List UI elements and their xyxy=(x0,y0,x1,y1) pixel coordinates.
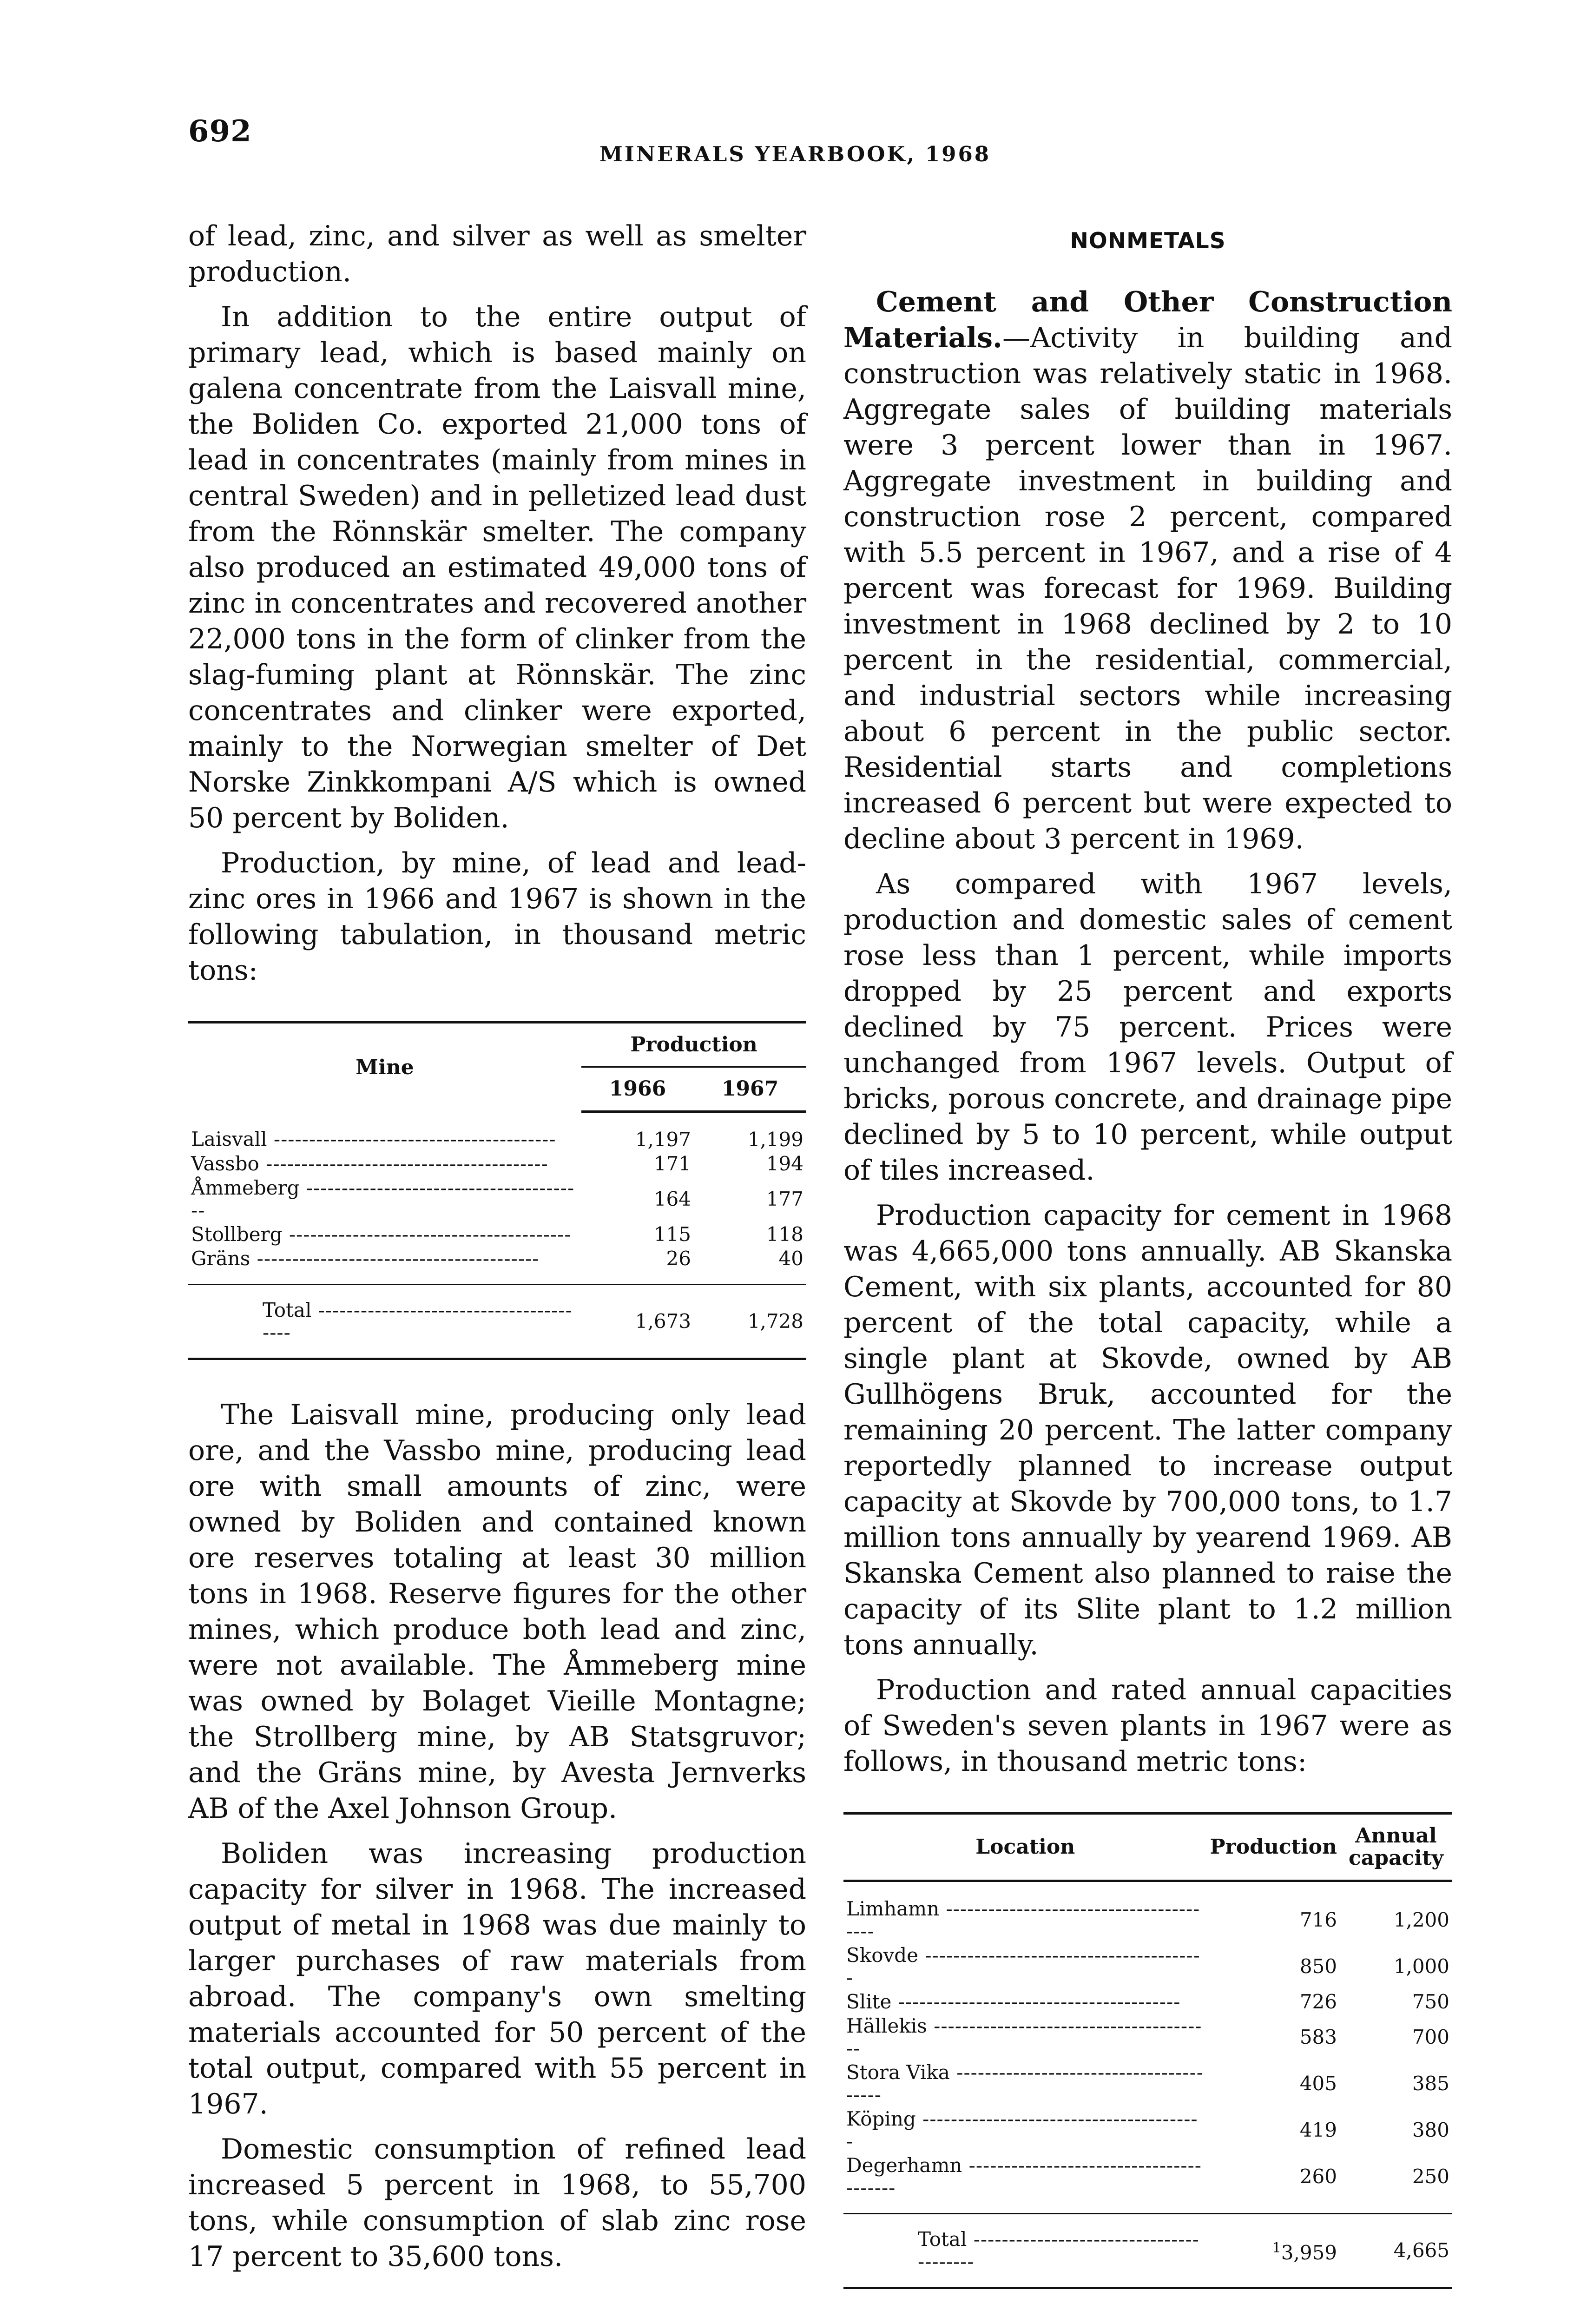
cell-capacity: 380 xyxy=(1412,2119,1449,2141)
table-row xyxy=(188,1152,806,1176)
paragraph: of lead, zinc, and silver as well as smelter production. xyxy=(188,220,806,288)
cell-production: 260 xyxy=(1207,2153,1340,2214)
cell-1967: 177 xyxy=(766,1188,803,1210)
row-label: Degerhamn ----- xyxy=(846,2154,1202,2199)
cell-capacity: 1,000 xyxy=(1393,1955,1449,1978)
total-production xyxy=(1207,2214,1340,2288)
row-label: Slite ----- xyxy=(846,1990,1180,2013)
paragraph: In addition to the entire output of primary lead, which is based mainly on galena concentrate from the Laisvall mine, the Boliden Co. exported 21,000 tons of lead in concentrates (mainly from mines in central Sweden) and in pelletized lead dust from the Rönnskär smelter. The company also produced an estimated 49,000 tons of zinc in concentrates and recovered another 22,000 tons in the form of clinker from the slag-fuming plant at Rönnskär. The zinc concentrates and clinker were exported, mainly to the Norwegian smelter of Det Norske Zinkkompani A/S which is owned 50 percent by Boliden. xyxy=(188,301,806,834)
cell-capacity: 700 xyxy=(1412,2026,1449,2048)
cell-1966: 164 xyxy=(653,1188,691,1210)
table-row xyxy=(188,1222,806,1247)
row-label: Köping ----- xyxy=(846,2107,1198,2152)
table-row xyxy=(843,1990,1452,2014)
cell-1966: 26 xyxy=(581,1247,694,1285)
total-row xyxy=(843,2214,1452,2288)
paragraph: Production capacity for cement in 1968 was 4,665,000 tons annually. AB Skanska Cement, with six plants, accounted for 80 percent of the total capacity, while a single plant at Skovde, owned by AB Gullhögens Bruk, accounted for the remaining 20 percent. The latter company reportedly planned to increase output capacity at Skovde by 700,000 tons, to 1.7 million tons annually by yearend 1969. AB Skanska Cement also planned to raise the capacity of its Slite plant to 1.2 million tons annually. xyxy=(843,1199,1452,1661)
cell-production: 716 xyxy=(1299,1908,1337,1931)
row-label: Limhamn ----- xyxy=(846,1897,1200,1942)
paragraph: Boliden was increasing production capacity for silver in 1968. The increased output of metal in 1968 was due mainly to larger purchases of raw materials from abroad. The company's own smelting materials accounted for 50 percent of the total output, compared with 55 percent in 1967. xyxy=(188,1837,806,2120)
cell-production: 405 xyxy=(1299,2072,1337,2095)
cell-1967: 118 xyxy=(766,1223,803,1246)
table-row xyxy=(843,2153,1452,2214)
total-label: Total ----- xyxy=(918,2228,1199,2273)
column-header-mine: Mine xyxy=(188,1023,581,1112)
cell-capacity: 385 xyxy=(1412,2072,1449,2095)
paragraph: The Laisvall mine, producing only lead ore, and the Vassbo mine, producing lead ore with small amounts of zinc, were owned by Boliden and contained known ore reserves totaling at least 30 million tons in 1968. Reserve figures for the other mines, which produce both lead and zinc, were not available. The Åmmeberg mine was owned by Bolaget Vieille Montagne; the Strollberg mine, by AB Statsgruvor; and the Gräns mine, by Avesta Jernverks AB of the Axel Johnson Group. xyxy=(188,1399,806,1825)
cell-capacity: 750 xyxy=(1412,1990,1449,2013)
paragraph: Production, by mine, of lead and lead-zinc ores in 1966 and 1967 is shown in the following tabulation, in thousand metric tons: xyxy=(188,847,806,987)
running-title: MINERALS YEARBOOK, 1968 xyxy=(599,142,991,166)
cell-1966: 1,197 xyxy=(635,1128,691,1151)
table-row xyxy=(188,1176,806,1222)
column-header-production: Production xyxy=(581,1023,806,1067)
cell-production: 583 xyxy=(1299,2026,1337,2048)
column-header-location: Location xyxy=(843,1814,1207,1881)
left-column xyxy=(188,218,806,2284)
table-row xyxy=(843,2060,1452,2107)
table-row xyxy=(843,1881,1452,1944)
cell-1967: 40 xyxy=(694,1247,806,1285)
cell-1967: 1,199 xyxy=(747,1128,803,1151)
cell-production: 419 xyxy=(1299,2119,1337,2141)
table-row xyxy=(188,1247,806,1285)
paragraph xyxy=(843,284,1452,857)
row-label: Stollberg ----- xyxy=(191,1223,572,1246)
paragraph: Domestic consumption of refined lead increased 5 percent in 1968, to 55,700 tons, while consumption of slab zinc rose 17 percent to 35,600 tons. xyxy=(188,2133,806,2273)
paragraph: Production and rated annual capacities of Sweden's seven plants in 1967 were as follows, in thousand metric tons: xyxy=(843,1674,1452,1778)
cell-capacity: 250 xyxy=(1340,2153,1452,2214)
total-production-value: 3,959 xyxy=(1281,2241,1337,2264)
column-header-capacity: Annual capacity xyxy=(1340,1814,1452,1881)
page-number: 692 xyxy=(188,114,252,149)
table-row xyxy=(188,1112,806,1152)
table-row xyxy=(843,1943,1452,1990)
total-1966: 1,673 xyxy=(581,1285,694,1359)
total-row xyxy=(188,1285,806,1359)
section-heading: NONMETALS xyxy=(1070,228,1226,254)
cell-capacity: 1,200 xyxy=(1393,1908,1449,1931)
cell-production: 726 xyxy=(1299,1990,1337,2013)
column-header-production: Production xyxy=(1207,1814,1340,1881)
mine-production-table xyxy=(188,1021,806,1360)
total-1967: 1,728 xyxy=(694,1285,806,1359)
paragraph-text: —Activity in building and construction was relatively static in 1968. Aggregate sales of building materials were 3 percent lower than in 1967. Aggregate investment in building and construction rose 2 percent, compared with 5.5 percent in 1967, and a rise of 4 percent was forecast for 1969. Building investment in 1968 declined by 2 to 10 percent in the residential, commercial, and industrial sectors while increasing about 6 percent in the public sector. Residential starts and completions increased 6 percent but were expected to decline about 3 percent in 1969. xyxy=(843,322,1452,855)
row-label: Hällekis ----- xyxy=(846,2014,1202,2060)
run-in-heading: Cement and Other Construction Materials. xyxy=(843,286,1452,354)
paragraph: As compared with 1967 levels, production and domestic sales of cement rose less than 1 percent, while imports dropped by 25 percent and exports declined by 75 percent. Prices were unchanged from 1967 levels. Output of bricks, porous concrete, and drainage pipe declined by 5 to 10 percent, while output of tiles increased. xyxy=(843,868,1452,1187)
cell-1966: 115 xyxy=(653,1223,691,1246)
row-label: Skovde ----- xyxy=(846,1944,1200,1989)
table-row xyxy=(843,2107,1452,2153)
row-label: Gräns ----- xyxy=(191,1247,539,1270)
row-label: Vassbo ----- xyxy=(191,1152,548,1175)
cell-1966: 171 xyxy=(653,1152,691,1175)
total-label: Total ----- xyxy=(263,1299,573,1344)
total-capacity: 4,665 xyxy=(1340,2214,1452,2288)
row-label: Åmmeberg ----- xyxy=(191,1176,574,1221)
row-label: Laisvall ----- xyxy=(191,1128,556,1150)
cell-1967: 194 xyxy=(766,1152,803,1175)
footnote-mark: 1 xyxy=(1272,2240,1281,2256)
column-header-1966: 1966 xyxy=(581,1067,694,1112)
right-column xyxy=(843,218,1452,2324)
table-row xyxy=(843,2014,1452,2060)
row-label: Stora Vika ----- xyxy=(846,2061,1204,2106)
cell-production: 850 xyxy=(1299,1955,1337,1978)
column-header-1967: 1967 xyxy=(694,1067,806,1112)
cement-capacity-table xyxy=(843,1812,1452,2289)
